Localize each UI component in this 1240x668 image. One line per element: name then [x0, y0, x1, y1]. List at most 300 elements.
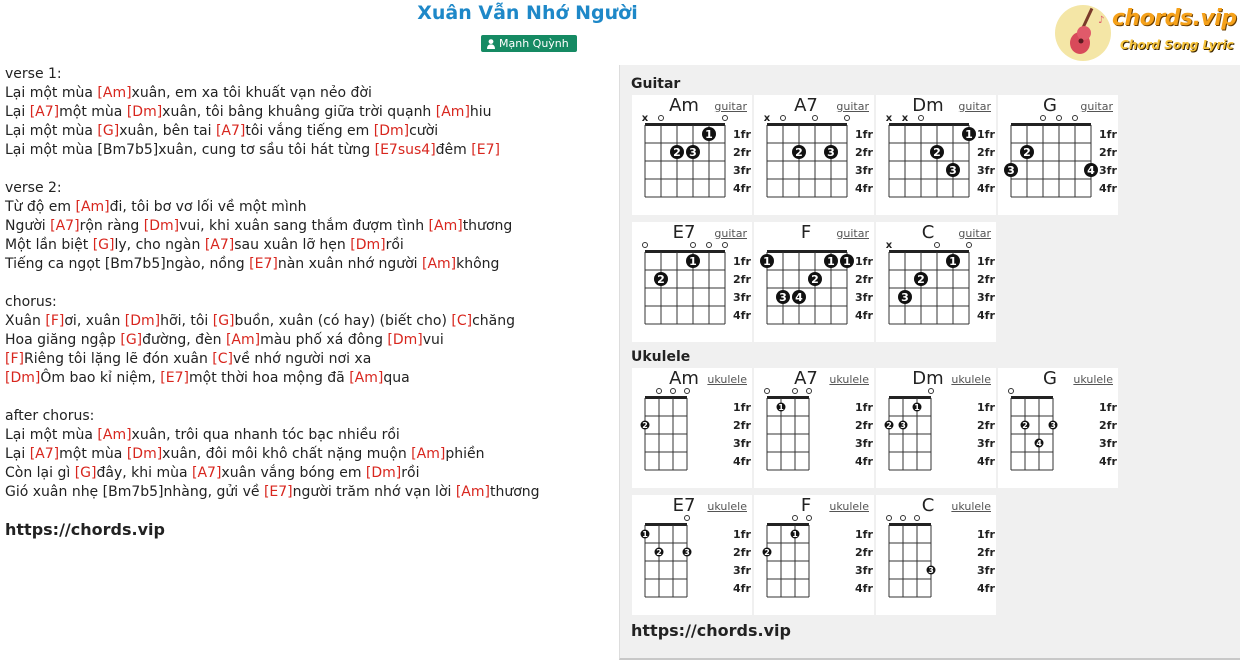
fret-number-label: 2fr [855, 419, 873, 432]
chord-link[interactable]: [Dm] [365, 465, 402, 481]
fret-number-label: 3fr [855, 164, 873, 177]
lyric-text: buồn, xuân (có hay) (biết cho) [234, 313, 452, 329]
site-logo[interactable] [1054, 3, 1237, 61]
instrument-link[interactable]: ukulele [951, 500, 991, 513]
open-string-marker [643, 243, 648, 248]
instrument-link[interactable]: guitar [836, 100, 869, 113]
chord-link[interactable]: [C] [212, 351, 233, 367]
lyric-text: đường, đèn [142, 332, 226, 348]
lyric-blank-line [5, 160, 605, 179]
finger-number: 1 [792, 529, 798, 539]
fret-number-label: 2fr [733, 273, 751, 286]
lyric-text: một mùa [59, 446, 127, 462]
chord-name: C [921, 495, 935, 516]
chord-link[interactable]: [Am] [349, 370, 384, 386]
lyric-text: về nhớ người nơi xa [233, 351, 372, 367]
finger-number: 3 [827, 145, 835, 159]
finger-number: 2 [795, 145, 803, 159]
finger-number: 2 [1022, 420, 1028, 430]
chord-link[interactable]: [E7] [160, 370, 189, 386]
nut [645, 250, 725, 253]
lyric-text: Lại một mùa [5, 123, 98, 139]
fret-number-label: 1fr [855, 255, 873, 268]
lyric-line [5, 236, 605, 255]
finger-number: 3 [901, 290, 909, 304]
finger-number: 2 [811, 272, 819, 286]
ukulele-chord-card-a7[interactable] [754, 368, 874, 488]
lyric-text: đêm [435, 142, 472, 158]
ukulele-section-title: Ukulele [631, 349, 691, 365]
lyric-line [5, 141, 605, 160]
lyric-text: vui [422, 332, 444, 348]
open-string-marker [793, 389, 798, 394]
fret-number-label: 4fr [733, 582, 751, 595]
instrument-link[interactable]: ukulele [829, 373, 869, 386]
chord-link[interactable]: [Am] [97, 427, 132, 443]
ukulele-chord-card-f[interactable] [754, 495, 874, 615]
fret-number-label: 1fr [855, 401, 873, 414]
lyric-text: Lại [5, 446, 30, 462]
open-string-marker [765, 389, 770, 394]
fret-number-label: 1fr [855, 128, 873, 141]
lyric-text: ơi, xuân [64, 313, 125, 329]
lyric-text: Lại [5, 104, 30, 120]
lyric-blank-line [5, 388, 605, 407]
finger-number: 1 [827, 254, 835, 268]
fret-number-label: 4fr [977, 455, 995, 468]
finger-number: 3 [928, 565, 934, 575]
chord-link[interactable]: [G] [74, 465, 97, 481]
lyric-text: xuân, đôi môi khô chất nặng muộn [162, 446, 412, 462]
chord-link[interactable]: [A7] [50, 218, 80, 234]
finger-number: 3 [684, 547, 690, 557]
instrument-link[interactable]: ukulele [707, 373, 747, 386]
nut [889, 523, 931, 526]
chord-link[interactable]: [E7] [471, 142, 500, 158]
chord-link[interactable]: [Dm] [143, 218, 180, 234]
finger-number: 2 [657, 272, 665, 286]
fret-number-label: 3fr [855, 437, 873, 450]
instrument-link[interactable]: guitar [958, 100, 991, 113]
open-string-marker [781, 116, 786, 121]
muted-string-marker: x [885, 113, 893, 124]
guitar-section-title: Guitar [631, 76, 681, 92]
chord-link[interactable]: [Am] [225, 332, 261, 348]
guitar-logo-icon [1054, 3, 1114, 61]
muted-string-marker: x [641, 113, 649, 124]
chord-name: A7 [794, 95, 818, 116]
ukulele-chord-card-e7[interactable] [632, 495, 752, 615]
lyric-text: xuân, em xa tôi khuất vạn nẻo đời [131, 85, 372, 101]
finger-number: 2 [673, 145, 681, 159]
instrument-link[interactable]: ukulele [829, 500, 869, 513]
chord-name: G [1043, 95, 1057, 116]
fret-number-label: 2fr [1099, 146, 1117, 159]
lyric-text: Từ độ em [5, 199, 76, 215]
fret-number-label: 3fr [733, 564, 751, 577]
chord-link[interactable]: [Dm] [126, 104, 163, 120]
nut [889, 250, 969, 253]
lyric-text: Một lần biệt [5, 237, 93, 253]
lyric-line [5, 445, 605, 464]
chord-link[interactable]: [A7] [29, 104, 60, 120]
finger-number: 4 [1087, 163, 1095, 177]
instrument-link[interactable]: guitar [836, 227, 869, 240]
chord-name: F [800, 495, 812, 516]
chord-name: Am [669, 95, 699, 116]
lyric-text: không [456, 256, 500, 272]
open-string-marker [967, 243, 972, 248]
fret-number-label: 3fr [855, 564, 873, 577]
finger-number: 2 [886, 420, 892, 430]
lyric-text: rồi [401, 465, 420, 481]
lyric-text: một thời hoa mộng đã [188, 370, 350, 386]
chord-name: C [921, 222, 935, 243]
guitar-chord-card-g[interactable] [998, 95, 1118, 215]
fret-number-label: 2fr [977, 146, 995, 159]
fret-number-label: 1fr [977, 128, 995, 141]
fret-number-label: 3fr [733, 164, 751, 177]
lyric-line [5, 369, 605, 388]
chord-link[interactable]: [F] [45, 313, 65, 329]
open-string-marker [901, 516, 906, 521]
muted-string-marker: x [901, 113, 909, 124]
nut [889, 396, 931, 399]
lyric-text: rộn ràng [79, 218, 144, 234]
chord-link[interactable]: [Dm] [387, 332, 423, 348]
open-string-marker [793, 516, 798, 521]
lyric-text: thương [462, 218, 513, 234]
lyric-line [5, 407, 605, 426]
instrument-link[interactable]: guitar [958, 227, 991, 240]
lyric-text: Lại một mùa [5, 427, 98, 443]
lyric-text: chorus: [5, 294, 57, 310]
open-string-marker [685, 516, 690, 521]
open-string-marker [845, 116, 850, 121]
lyric-line [5, 293, 605, 312]
lyric-text: Còn lại gì [5, 465, 75, 481]
chord-link[interactable]: [A7] [215, 123, 246, 139]
lyric-text: Gió xuân nhẹ [Bm7b5]nhàng, gửi về [5, 484, 264, 500]
lyric-text: vui, khi xuân sang thắm đượm tình [179, 218, 429, 234]
nut [767, 123, 847, 126]
lyric-text: thương [489, 484, 540, 500]
fret-number-label: 3fr [977, 564, 995, 577]
lyric-line [5, 350, 605, 369]
fret-number-label: 3fr [855, 291, 873, 304]
open-string-marker [807, 389, 812, 394]
chord-link[interactable]: [Am] [75, 199, 110, 215]
site-url-panel[interactable]: https://chords.vip [631, 621, 791, 640]
lyric-text: Lại một mùa [5, 85, 98, 101]
guitar-chord-card-a7[interactable] [754, 95, 874, 215]
logo-subtitle: Chord Song Lyric [1120, 38, 1234, 52]
open-string-marker [915, 516, 920, 521]
fret-number-label: 2fr [733, 146, 751, 159]
finger-number: 2 [1023, 145, 1031, 159]
chord-link[interactable]: [G] [212, 313, 235, 329]
svg-text:♪: ♪ [1098, 15, 1105, 26]
open-string-marker [919, 116, 924, 121]
chord-link[interactable]: [E7] [249, 256, 278, 272]
guitar-chord-card-dm[interactable] [876, 95, 996, 215]
lyric-text: hiu [469, 104, 492, 120]
fret-number-label: 1fr [1099, 128, 1117, 141]
lyric-line [5, 65, 605, 84]
chord-link[interactable]: [Dm] [350, 237, 386, 253]
lyric-text: Tiếng ca ngọt [Bm7b5]ngào, nồng [5, 256, 250, 272]
finger-number: 2 [656, 547, 662, 557]
lyric-text: màu phố xá đông [260, 332, 388, 348]
nut [645, 123, 725, 126]
lyric-line [5, 122, 605, 141]
nut [767, 250, 847, 253]
chord-link[interactable]: [Am] [421, 256, 457, 272]
fret-number-label: 2fr [733, 419, 751, 432]
author-name: Mạnh Quỳnh [499, 37, 569, 50]
author-badge[interactable] [481, 35, 577, 52]
lyric-text: một mùa [59, 104, 127, 120]
finger-number: 3 [900, 420, 906, 430]
fret-number-label: 2fr [977, 273, 995, 286]
chord-link[interactable]: [Am] [435, 104, 470, 120]
open-string-marker [807, 516, 812, 521]
fret-number-label: 4fr [733, 455, 751, 468]
lyric-text: đi, tôi bơ vơ lối về một mình [109, 199, 307, 215]
fret-number-label: 4fr [977, 582, 995, 595]
lyric-text: Xuân [5, 313, 46, 329]
open-string-marker [685, 389, 690, 394]
chord-link[interactable]: [G] [97, 123, 120, 139]
chord-link[interactable]: [E7sus4] [374, 142, 436, 158]
lyric-line [5, 198, 605, 217]
lyric-line [5, 426, 605, 445]
finger-number: 3 [949, 163, 957, 177]
lyric-text: Ôm bao kỉ niệm, [40, 370, 161, 386]
nut [645, 396, 687, 399]
fret-number-label: 4fr [977, 309, 995, 322]
instrument-link[interactable]: guitar [714, 100, 747, 113]
guitar-chord-card-e7[interactable] [632, 222, 752, 342]
chord-link[interactable]: [A7] [29, 446, 60, 462]
fret-number-label: 3fr [977, 437, 995, 450]
open-string-marker [813, 116, 818, 121]
site-url[interactable]: https://chords.vip [5, 520, 165, 539]
guitar-chord-card-am[interactable] [632, 95, 752, 215]
lyric-line [5, 483, 605, 502]
fret-number-label: 4fr [855, 455, 873, 468]
guitar-chord-card-f[interactable] [754, 222, 874, 342]
fret-number-label: 4fr [1099, 182, 1117, 195]
finger-number: 1 [689, 254, 697, 268]
finger-number: 1 [965, 127, 973, 141]
fret-number-label: 4fr [1099, 455, 1117, 468]
instrument-link[interactable]: ukulele [951, 373, 991, 386]
ukulele-chord-card-g[interactable] [998, 368, 1118, 488]
lyric-line [5, 84, 605, 103]
nut [645, 523, 687, 526]
lyric-text: tôi vắng tiếng em [245, 123, 374, 139]
fret-number-label: 3fr [733, 437, 751, 450]
guitar-chord-card-c[interactable] [876, 222, 996, 342]
chord-link[interactable]: [F] [5, 351, 24, 367]
fret-number-label: 2fr [855, 273, 873, 286]
finger-number: 1 [642, 529, 648, 539]
lyric-line [5, 217, 605, 236]
lyric-text: nàn xuân nhớ người [277, 256, 422, 272]
chord-link[interactable]: [G] [120, 332, 143, 348]
muted-string-marker: x [885, 240, 893, 251]
lyric-text: qua [383, 370, 410, 386]
fret-number-label: 1fr [733, 128, 751, 141]
chord-name: Am [669, 368, 699, 389]
open-string-marker [1009, 389, 1014, 394]
chord-name: Dm [912, 95, 944, 116]
lyric-text: Người [5, 218, 51, 234]
lyric-text: phiền [445, 446, 485, 462]
open-string-marker [935, 243, 940, 248]
ukulele-chord-card-c[interactable] [876, 495, 996, 615]
lyric-text: chăng [472, 313, 515, 329]
chord-link[interactable]: [Am] [411, 446, 446, 462]
fret-number-label: 2fr [855, 546, 873, 559]
muted-string-marker: x [763, 113, 771, 124]
fret-number-label: 4fr [855, 182, 873, 195]
lyric-text: verse 2: [5, 180, 62, 196]
lyric-text: Hoa giăng ngập [5, 332, 121, 348]
fret-number-label: 1fr [733, 401, 751, 414]
instrument-link[interactable]: ukulele [1073, 373, 1113, 386]
instrument-link[interactable]: ukulele [707, 500, 747, 513]
lyric-text: Lại một mùa [Bm7b5]xuân, cung tơ sầu tôi hát từng [5, 142, 375, 158]
fret-number-label: 1fr [855, 528, 873, 541]
chord-name: A7 [794, 368, 818, 389]
chord-link[interactable]: [A7] [204, 237, 235, 253]
instrument-link[interactable]: guitar [714, 227, 747, 240]
fret-number-label: 4fr [733, 309, 751, 322]
fret-number-label: 1fr [977, 401, 995, 414]
fret-number-label: 3fr [977, 164, 995, 177]
open-string-marker [659, 116, 664, 121]
open-string-marker [929, 389, 934, 394]
chord-link[interactable]: [A7] [192, 465, 222, 481]
chord-link[interactable]: [Am] [428, 218, 463, 234]
nut [1011, 123, 1091, 126]
nut [1011, 396, 1053, 399]
lyric-text: hỡi, tôi [160, 313, 213, 329]
lyric-text: đây, khi mùa [96, 465, 192, 481]
lyric-text: xuân vắng bóng em [221, 465, 366, 481]
chord-link[interactable]: [Dm] [373, 123, 410, 139]
fret-number-label: 2fr [977, 546, 995, 559]
finger-number: 3 [689, 145, 697, 159]
chord-link[interactable]: [Dm] [126, 446, 163, 462]
chord-diagram-panel [619, 65, 1240, 660]
finger-number: 2 [764, 547, 770, 557]
lyric-text: xuân, trôi qua nhanh tóc bạc nhiều rồi [131, 427, 400, 443]
finger-number: 2 [933, 145, 941, 159]
lyric-text: cười [409, 123, 439, 139]
lyric-text: xuân, bên tai [119, 123, 216, 139]
chord-link[interactable]: [E7] [263, 484, 293, 500]
chord-name: E7 [672, 222, 696, 243]
fret-number-label: 1fr [1099, 401, 1117, 414]
open-string-marker [671, 389, 676, 394]
chord-link[interactable]: [Dm] [124, 313, 161, 329]
fret-number-label: 3fr [977, 291, 995, 304]
open-string-marker [1041, 116, 1046, 121]
finger-number: 4 [795, 290, 803, 304]
lyric-text: sau xuân lỡ hẹn [234, 237, 351, 253]
lyric-line [5, 464, 605, 483]
open-string-marker [887, 516, 892, 521]
lyric-line [5, 331, 605, 350]
fret-number-label: 3fr [1099, 164, 1117, 177]
lyric-blank-line [5, 274, 605, 293]
fret-number-label: 2fr [1099, 419, 1117, 432]
fret-number-label: 3fr [733, 291, 751, 304]
fret-number-label: 1fr [977, 528, 995, 541]
open-string-marker [691, 243, 696, 248]
finger-number: 2 [917, 272, 925, 286]
lyric-text: after chorus: [5, 408, 95, 424]
finger-number: 3 [779, 290, 787, 304]
fret-number-label: 1fr [733, 255, 751, 268]
nut [767, 523, 809, 526]
chord-name: F [800, 222, 812, 243]
fret-number-label: 4fr [733, 182, 751, 195]
lyric-text: ly, cho ngàn [114, 237, 205, 253]
lyric-text: người trăm nhớ vạn lời [292, 484, 456, 500]
lyric-text: Riêng tôi lặng lẽ đón xuân [23, 351, 213, 367]
instrument-link[interactable]: guitar [1080, 100, 1113, 113]
chord-link[interactable]: [C] [451, 313, 473, 329]
lyric-line [5, 255, 605, 274]
lyric-text: rồi [385, 237, 404, 253]
open-string-marker [723, 116, 728, 121]
open-string-marker [723, 243, 728, 248]
chord-name: G [1043, 368, 1057, 389]
chord-link[interactable]: [Am] [455, 484, 490, 500]
chord-name: Dm [912, 368, 944, 389]
finger-number: 1 [763, 254, 771, 268]
chord-link[interactable]: [Am] [97, 85, 132, 101]
fret-number-label: 1fr [733, 528, 751, 541]
finger-number: 1 [705, 127, 713, 141]
open-string-marker [1057, 116, 1062, 121]
ukulele-chord-card-dm[interactable] [876, 368, 996, 488]
finger-number: 3 [1007, 163, 1015, 177]
fret-number-label: 1fr [977, 255, 995, 268]
lyric-text: verse 1: [5, 66, 62, 82]
open-string-marker [707, 243, 712, 248]
finger-number: 1 [914, 402, 920, 412]
lyric-line [5, 179, 605, 198]
finger-number: 4 [1036, 438, 1042, 448]
chord-link[interactable]: [G] [92, 237, 115, 253]
chord-link[interactable]: [Dm] [5, 370, 41, 386]
fret-number-label: 4fr [977, 182, 995, 195]
ukulele-chord-card-am[interactable] [632, 368, 752, 488]
finger-number: 1 [949, 254, 957, 268]
finger-number: 1 [843, 254, 851, 268]
lyric-text: xuân, tôi bâng khuâng giữa trời quạnh [162, 104, 436, 120]
fret-number-label: 2fr [855, 146, 873, 159]
open-string-marker [1073, 116, 1078, 121]
lyrics-body [5, 65, 605, 502]
user-icon [487, 39, 495, 49]
fret-number-label: 4fr [855, 582, 873, 595]
